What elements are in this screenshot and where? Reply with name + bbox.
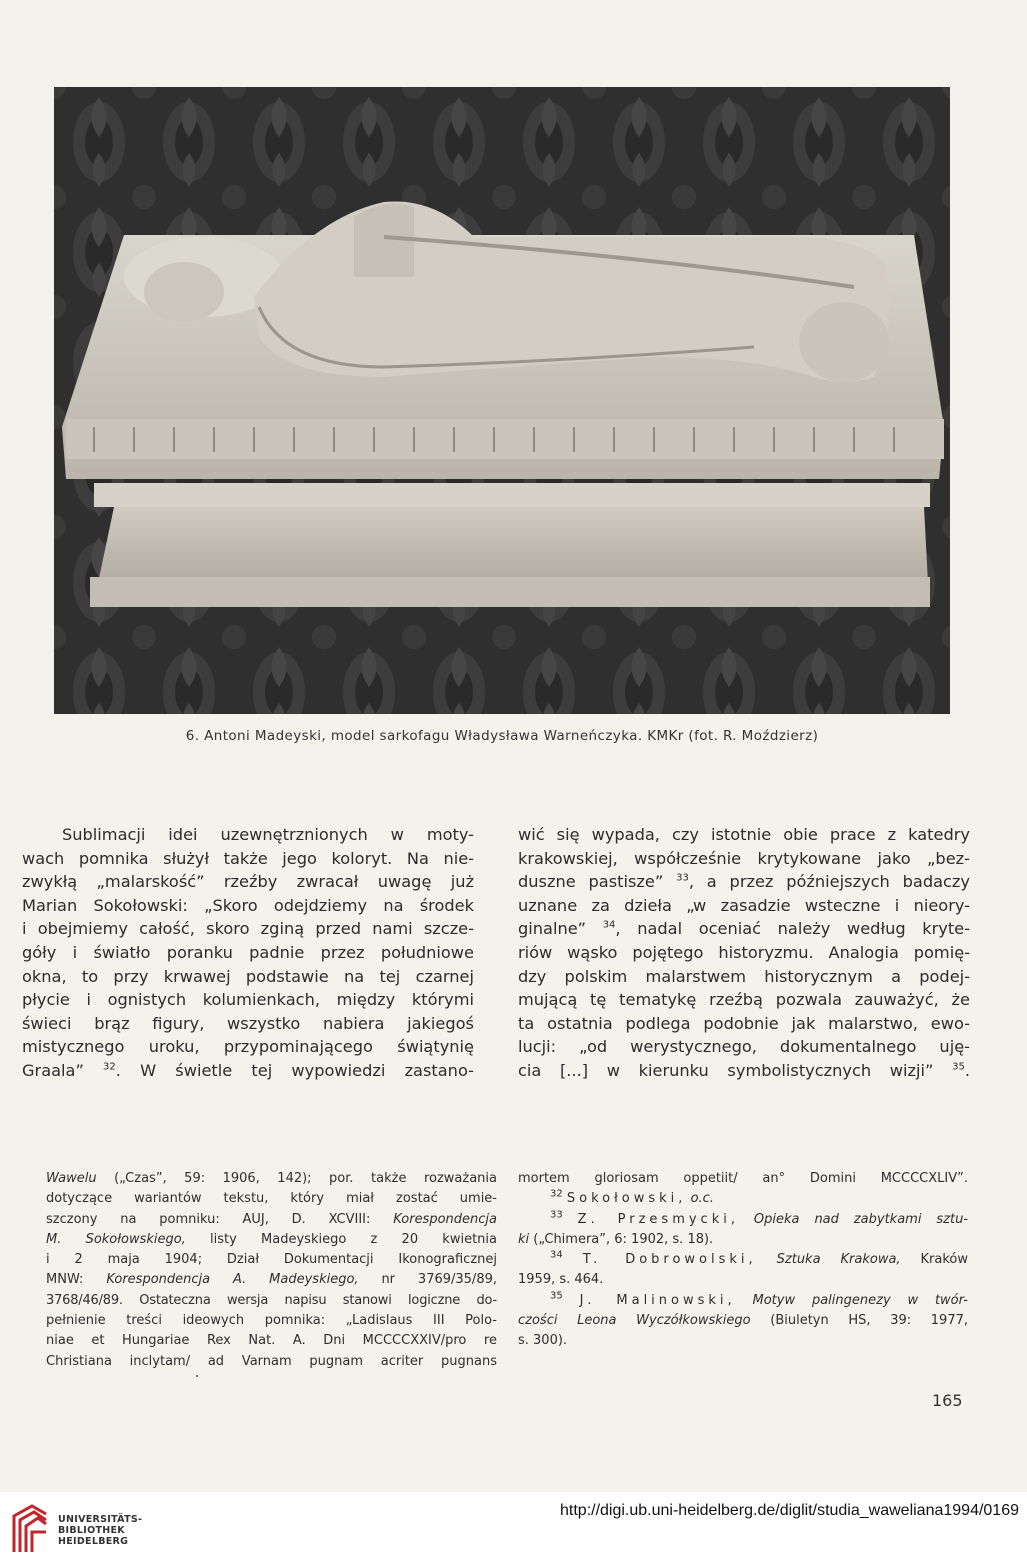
- footnotes-right: [518, 1169, 968, 1352]
- footnote-line: pełnienie treści ideowych pomnika: „Ladislaus III Polo-: [46, 1313, 497, 1329]
- footnote-text: listy Madeyskiego z 20 kwietnia: [185, 1231, 497, 1247]
- footnote-line: dotyczące wariantów tekstu, który miał zostać umie-: [46, 1191, 497, 1207]
- footnote-ref-32[interactable]: 32: [103, 1061, 116, 1073]
- body-line: ta ostatnia podlega podobnie jak malarstwo, ewo-: [518, 1013, 970, 1033]
- footnote-line: i 2 maja 1904; Dział Dokumentacji Ikonograficznej: [46, 1252, 497, 1268]
- body-text: duszne pastisze”: [518, 872, 664, 892]
- body-line: Marian Sokołowski: „Skoro odejdziemy na środek: [22, 895, 474, 915]
- footnote-title: ki: [518, 1231, 530, 1247]
- body-column-right: [518, 823, 970, 1083]
- body-line: krakowskiej, współcześnie krytykowane jako „bez-: [518, 848, 970, 868]
- body-line: góły i światło poranku padnie przez południowe: [22, 942, 474, 962]
- footnote-line: s. 300).: [518, 1333, 568, 1349]
- footnote-line: [518, 1230, 968, 1250]
- footnote-title: Motyw palingenezy w twór-: [752, 1292, 968, 1308]
- footnote-title: czości Leona Wyczółkowskiego: [518, 1313, 751, 1329]
- footnote-italic: Korespondencja A. Madeyskiego,: [106, 1272, 359, 1288]
- footnote-text: nr 3769/35/89,: [358, 1272, 497, 1288]
- sarcophagus-image: [54, 87, 950, 714]
- footnote-italic: Wawelu: [46, 1171, 97, 1186]
- footnote-33: [518, 1210, 968, 1230]
- body-text: cia [...] w kierunku symbolistycznych wizji”: [518, 1060, 934, 1080]
- library-name[interactable]: [58, 1514, 142, 1547]
- footnote-text: szczony na pomniku: AUJ, D. XCVIII:: [46, 1211, 394, 1227]
- university-library-logo-icon[interactable]: [10, 1502, 50, 1556]
- footnote-text: MNW:: [46, 1272, 107, 1288]
- footnote-ref-33[interactable]: 33: [676, 872, 689, 884]
- footnote-title: o.c.: [690, 1191, 714, 1207]
- sarcophagus-photograph: [54, 87, 950, 714]
- body-text: W świetle tej wypowiedzi zastano-: [140, 1060, 474, 1080]
- footnote-italic: M. Sokołowskiego,: [46, 1231, 186, 1247]
- body-line: i obejmiemy całość, skoro zginą przed nami szcze-: [22, 919, 474, 939]
- library-name-line: UNIVERSITÄTS-: [58, 1514, 143, 1525]
- body-line: cia [...] w kierunku symbolistycznych wizji” $^{35}$.: [518, 1060, 970, 1080]
- footnote-line: [46, 1210, 497, 1230]
- body-text: , a przez późniejszych badaczy: [688, 872, 970, 892]
- body-line: zwykłą „malarskość” rzeźby zwracał uwagę już: [22, 872, 474, 892]
- body-line: wić się wypada, czy istotnie obie prace z katedry: [518, 825, 970, 844]
- body-line: Sublimacji idei uzewnętrznionych w moty-: [62, 825, 474, 844]
- footnote-ref-34[interactable]: 34: [602, 919, 616, 931]
- digital-library-footer: [0, 1492, 1027, 1567]
- footnote-ref-35[interactable]: 35: [952, 1061, 965, 1073]
- body-text: ginalne”: [518, 919, 587, 939]
- body-column-left: [22, 823, 474, 1083]
- footnote-32: [518, 1189, 968, 1209]
- footnotes-left: [46, 1169, 497, 1372]
- body-text: , nadal oceniać należy według kryte-: [615, 919, 970, 939]
- body-line: uznane za dzieła „w zasadzie wsteczne i nieory-: [518, 895, 970, 915]
- body-line: dzy polskim malarstwem historycznym a podej-: [518, 966, 970, 986]
- body-line: okna, to przy krwawej podstawie na tej czarnej: [22, 966, 474, 986]
- footnote-line: [46, 1169, 497, 1189]
- footnote-number: 33: [550, 1209, 563, 1221]
- footnote-line: 1959, s. 464.: [518, 1272, 604, 1288]
- footnote-line: niae et Hungariae Rex Nat. A. Dni MCCCCXXIV/pro re: [46, 1333, 497, 1349]
- body-line: riów wąsko pojętego historyzmu. Analogia pomię-: [518, 942, 970, 962]
- body-line: świeci brąz figury, wszystko nabiera jakiegoś: [22, 1013, 474, 1033]
- footnote-title: Sztuka Krakowa,: [776, 1252, 901, 1268]
- library-name-line: HEIDELBERG: [58, 1536, 129, 1547]
- footnote-text: („Czas”, 59: 1906, 142); por. także rozważania: [96, 1171, 497, 1186]
- footnote-author: J. Malinowski,: [579, 1292, 736, 1308]
- footnote-italic: Korespondencja: [393, 1211, 497, 1227]
- footnote-line: [46, 1230, 497, 1250]
- body-line: płycie i ognistych kolumienkach, między którymi: [22, 990, 474, 1010]
- footnote-text: Kraków: [900, 1252, 969, 1268]
- footnote-author: Z. Przesmycki,: [577, 1211, 739, 1227]
- footnote-title: Opieka nad zabytkami sztu-: [753, 1211, 968, 1227]
- footnote-34: [518, 1250, 968, 1270]
- footnote-text: (Biuletyn HS, 39: 1977,: [750, 1313, 969, 1329]
- footnote-35: [518, 1291, 968, 1311]
- body-line: lucji: „od werystycznego, dokumentalnego uję-: [518, 1037, 970, 1057]
- body-line: Graala” $^{32}$. W świetle tej wypowiedzi zastano-: [22, 1060, 474, 1080]
- body-text: Graala”: [22, 1060, 84, 1080]
- body-line: mistycznego uroku, przypominającego świątynię: [22, 1037, 474, 1057]
- footnote-number: 34: [550, 1249, 563, 1261]
- footnote-text: („Chimera”, 6: 1902, s. 18).: [529, 1231, 714, 1247]
- body-line: [518, 870, 970, 894]
- footnote-number: 32: [550, 1188, 563, 1200]
- footnote-line: mortem gloriosam oppetiit/ an° Domini MCCCCXLIV”.: [518, 1171, 968, 1186]
- library-name-line: BIBLIOTHEK: [58, 1525, 125, 1536]
- body-line: wach pomnika służył także jego koloryt. Na nie-: [22, 848, 474, 868]
- footnote-line: Christiana inclytam/ ad Varnam pugnam acriter pugnans: [46, 1353, 497, 1369]
- footnote-number: 35: [550, 1290, 563, 1302]
- page-number: 165: [932, 1391, 963, 1410]
- footnote-line: [46, 1270, 497, 1290]
- body-line: mującą tę tematykę rzeźbą pozwala zauważyć, że: [518, 990, 970, 1010]
- figure-caption: 6. Antoni Madeyski, model sarkofagu Władysława Warneńczyka. KMKr (fot. R. Moździerz): [185, 728, 819, 744]
- footnote-author: T. Dobrowolski,: [582, 1252, 757, 1268]
- footnote-author: Sokołowski,: [566, 1191, 687, 1207]
- source-url-link[interactable]: http://digi.ub.uni-heidelberg.de/diglit/studia_waweliana1994/0169: [560, 1502, 1019, 1519]
- footnote-separator-mark: [196, 1375, 198, 1377]
- body-line: [518, 917, 970, 941]
- footnote-line: 3768/46/89. Ostateczna wersja napisu stanowi logiczne do-: [46, 1292, 497, 1308]
- footnote-line: [518, 1311, 968, 1331]
